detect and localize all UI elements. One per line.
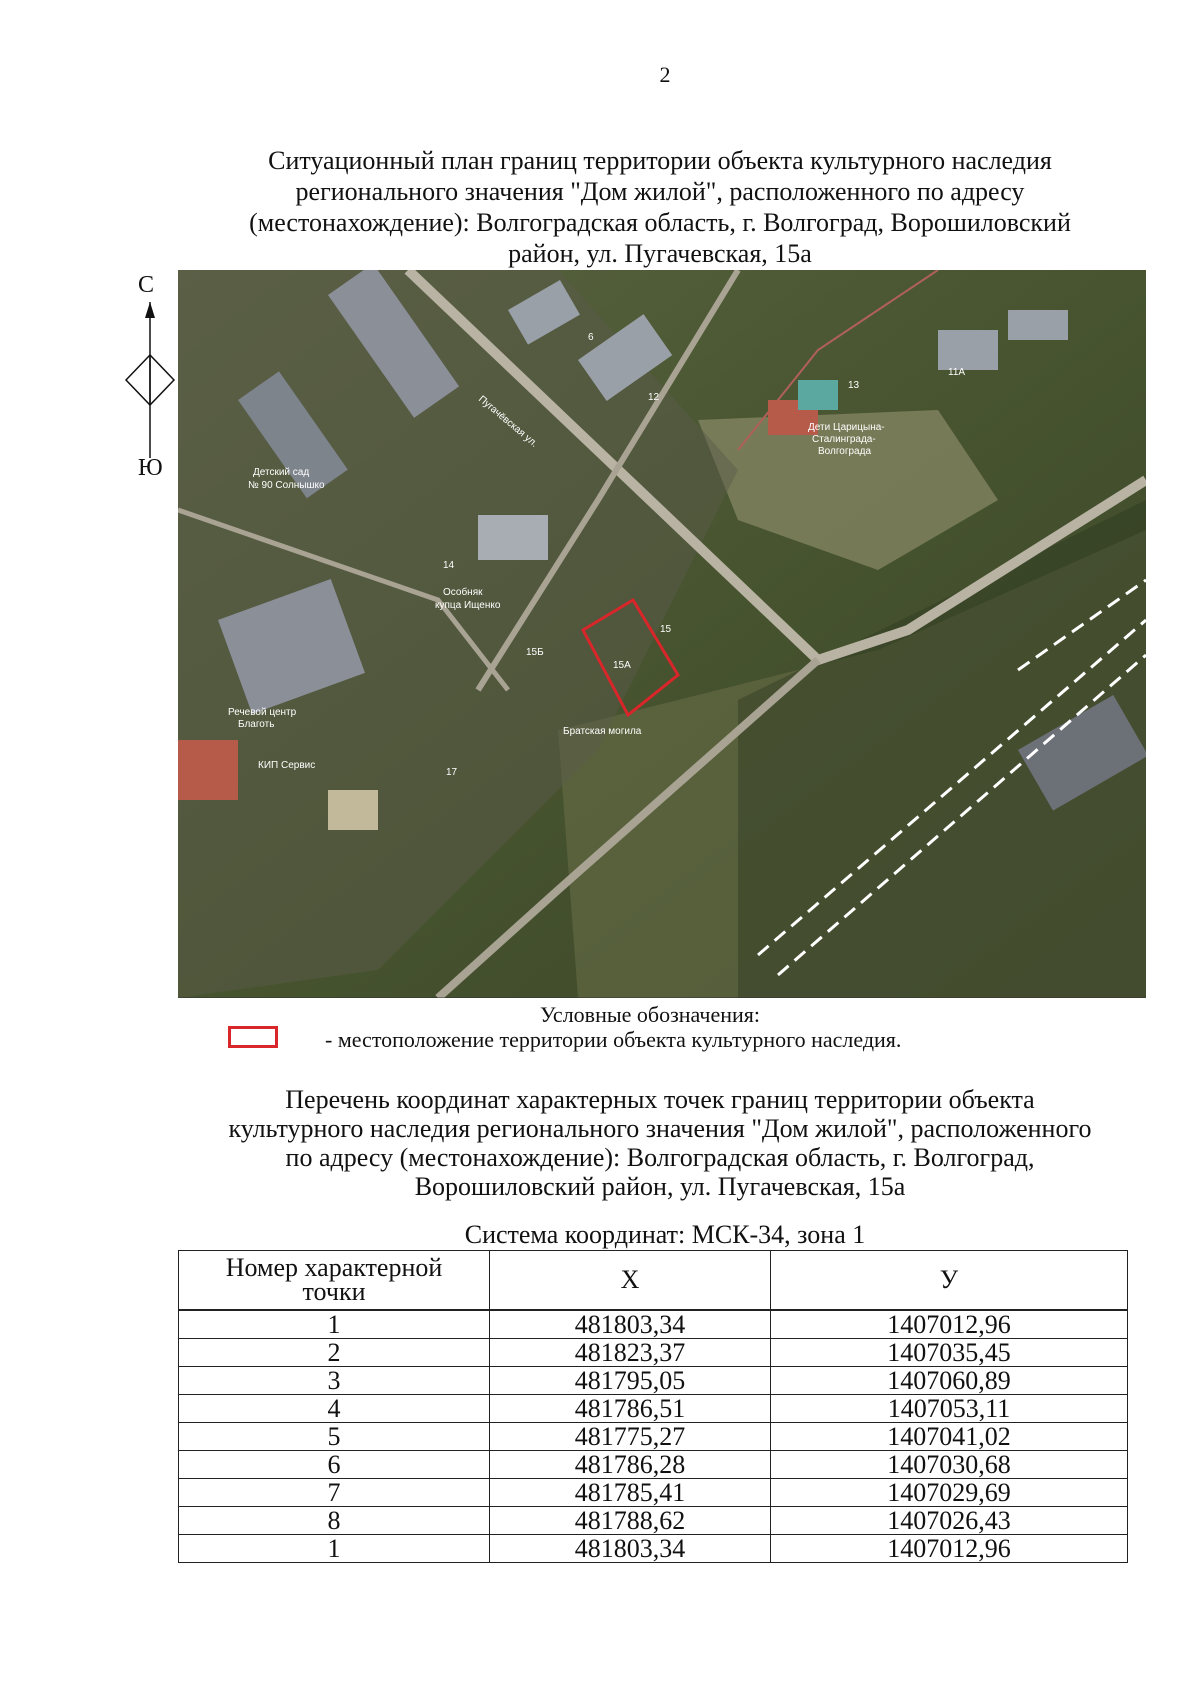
coordinate-system-label: Система координат: МСК-34, зона 1 — [464, 1220, 866, 1249]
point-x: 481788,62 — [490, 1507, 771, 1535]
header-point-number — [179, 1251, 490, 1311]
point-y: 1407035,45 — [771, 1339, 1128, 1367]
map-label: 15 — [660, 624, 672, 635]
point-number: 6 — [179, 1451, 490, 1479]
header-x: Х — [490, 1251, 771, 1311]
point-x: 481775,27 — [490, 1423, 771, 1451]
table-row — [179, 1479, 1128, 1507]
map-label: 6 — [588, 332, 594, 343]
point-number: 3 — [179, 1367, 490, 1395]
point-x: 481823,37 — [490, 1339, 771, 1367]
point-number: 2 — [179, 1339, 490, 1367]
point-x: 481803,34 — [490, 1310, 771, 1339]
point-number: 8 — [179, 1507, 490, 1535]
point-y: 1407012,96 — [771, 1535, 1128, 1563]
compass-north-label: С — [138, 272, 155, 298]
map-label: Особняк — [443, 587, 483, 598]
map-label: Детский сад — [253, 467, 310, 478]
point-y: 1407030,68 — [771, 1451, 1128, 1479]
subtitle-line: по адресу (местонахождение): Волгоградская область, г. Волгоград, — [285, 1143, 1035, 1172]
map-image — [178, 270, 1146, 998]
subtitle-line: культурного наследия регионального значения "Дом жилой", расположенного — [228, 1114, 1092, 1143]
map-label: 15А — [613, 660, 631, 671]
table-row — [179, 1395, 1128, 1423]
subtitle-line: Перечень координат характерных точек границ территории объекта — [285, 1085, 1035, 1114]
point-x: 481795,05 — [490, 1367, 771, 1395]
map-label: Речевой центр — [228, 707, 297, 718]
compass-arrow-icon — [122, 300, 178, 460]
map-label: № 90 Солнышко — [248, 480, 325, 491]
title-line: Ситуационный план границ территории объекта культурного наследия — [268, 146, 1052, 175]
map-label: купца Ищенко — [435, 600, 501, 611]
point-number: 7 — [179, 1479, 490, 1507]
point-y: 1407053,11 — [771, 1395, 1128, 1423]
point-y: 1407060,89 — [771, 1367, 1128, 1395]
point-x: 481786,28 — [490, 1451, 771, 1479]
subtitle-line: Ворошиловский район, ул. Пугачевская, 15а — [414, 1172, 906, 1201]
point-y: 1407026,43 — [771, 1507, 1128, 1535]
map-label: Благоть — [238, 719, 275, 730]
table-row — [179, 1423, 1128, 1451]
page-number: 2 — [659, 62, 671, 87]
map-label: Дети Царицына- — [808, 422, 885, 433]
point-number: 5 — [179, 1423, 490, 1451]
point-y: 1407041,02 — [771, 1423, 1128, 1451]
map-street-label: Пугачёвская ул. — [476, 393, 540, 450]
table-row — [179, 1367, 1128, 1395]
header-point-number-line2: точки — [302, 1277, 366, 1306]
map-label: Братская могила — [563, 726, 642, 737]
table-row — [179, 1339, 1128, 1367]
map-label: 17 — [446, 767, 458, 778]
coordinates-heading — [160, 1085, 1160, 1201]
point-y: 1407012,96 — [771, 1310, 1128, 1339]
page-title — [190, 145, 1130, 269]
map-label: 14 — [443, 560, 455, 571]
compass-south-label: Ю — [138, 455, 163, 481]
map-label: Волгограда — [818, 446, 872, 457]
header-point-number-line1: Номер характерной — [225, 1253, 443, 1282]
map-label: КИП Сервис — [258, 760, 316, 771]
header-y: У — [771, 1251, 1128, 1311]
table-row — [179, 1451, 1128, 1479]
legend-item-label: - местоположение территории объекта культурного наследия. — [325, 1027, 902, 1052]
point-y: 1407029,69 — [771, 1479, 1128, 1507]
satellite-map — [178, 270, 1146, 998]
point-number: 1 — [179, 1535, 490, 1563]
table-header-row — [179, 1251, 1128, 1311]
legend-title: Условные обозначения: — [540, 1002, 761, 1027]
map-label: 13 — [848, 380, 860, 391]
point-number: 4 — [179, 1395, 490, 1423]
legend-boundary-swatch — [228, 1026, 278, 1048]
map-label: 15Б — [526, 647, 544, 658]
table-row — [179, 1310, 1128, 1339]
table-row — [179, 1535, 1128, 1563]
title-line: регионального значения "Дом жилой", расположенного по адресу — [295, 177, 1025, 206]
map-label: 11А — [948, 367, 966, 378]
map-label: Сталинграда- — [812, 434, 876, 445]
point-x: 481786,51 — [490, 1395, 771, 1423]
table-row — [179, 1507, 1128, 1535]
coordinates-table — [178, 1250, 1128, 1563]
point-number: 1 — [179, 1310, 490, 1339]
point-x: 481803,34 — [490, 1535, 771, 1563]
point-x: 481785,41 — [490, 1479, 771, 1507]
map-label: 12 — [648, 392, 660, 403]
title-line: район, ул. Пугачевская, 15а — [508, 239, 812, 268]
title-line: (местонахождение): Волгоградская область, г. Волгоград, Ворошиловский — [249, 208, 1071, 237]
